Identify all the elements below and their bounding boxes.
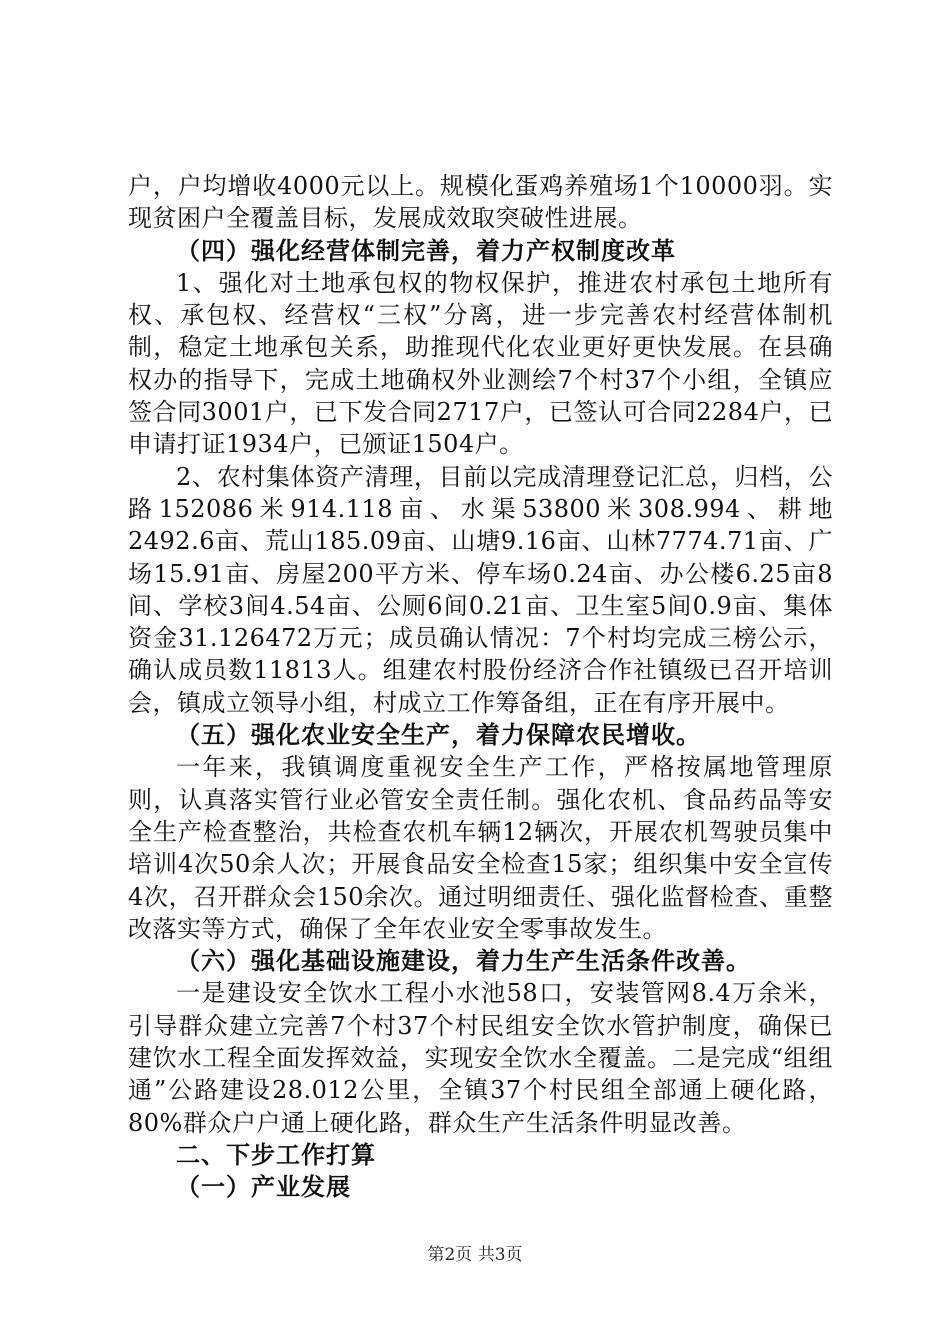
subsection-heading-industry: （一）产业发展: [176, 1173, 351, 1202]
section-heading-next-steps: 二、下步工作打算: [176, 1140, 376, 1169]
section-heading-five: （五）强化农业安全生产，着力保障农民增收。: [176, 721, 701, 750]
paragraph-income-summary: 户，户均增收4000元以上。规模化蛋鸡养殖场1个10000羽。实现贫困户全覆盖目标，发展成效取突破性进展。: [128, 172, 833, 233]
section-heading-four: （四）强化经营体制完善，着力产权制度改革: [176, 236, 676, 265]
paragraph-collective-assets: 2、农村集体资产清理，目前以完成清理登记汇总，归档，公路152086米914.118亩、水渠53800米308.994、耕地2492.6亩、荒山185.09亩、山塘9.16亩、山林7774.71亩、广场15.91亩、房屋200平方米、停车场0.24亩、办公楼6.25亩8间、学校3间4.54亩、公厕6间0.21亩、卫生室5间0.9亩、集体资金31.126472万元；成员确认情况：7个村均完成三榜公示，确认成员数11813人。组建农村股份经济合作社镇级已召开培训会，镇成立领导小组，村成立工作筹备组，正在有序开展中。: [128, 462, 833, 717]
paragraph-land-rights: 1、强化对土地承包权的物权保护，推进农村承包土地所有权、承包权、经营权“三权”分离，进一步完善农村经营体制机制，稳定土地承包关系，助推现代化农业更好更快发展。在县确权办的指导下，完成土地确权外业测绘7个村37个小组，全镇应签合同3001户，已下发合同2717户，已签认可合同2284户，已申请打证1934户，已颁证1504户。: [128, 268, 833, 459]
section-heading-six: （六）强化基础设施建设，着力生产生活条件改善。: [176, 947, 751, 976]
document-body: [128, 170, 833, 1204]
page-footer: [0, 1240, 950, 1265]
paragraph-safety-production: 一年来，我镇调度重视安全生产工作，严格按属地管理原则，认真落实管行业必管安全责任制。强化农机、食品药品等安全生产检查整治，共检查农机车辆12辆次，开展农机驾驶员集中培训4次50余人次；开展食品安全检查15家；组织集中安全宣传4次，召开群众会150余次。通过明细责任、强化监督检查、重整改落实等方式，确保了全年农业安全零事故发生。: [128, 753, 833, 943]
paragraph-infrastructure: 一是建设安全饮水工程小水池58口，安装管网8.4万余米，引导群众建立完善7个村37个村民组安全饮水管护制度，确保已建饮水工程全面发挥效益，实现安全饮水全覆盖。二是完成“组组通”公路建设28.012公里，全镇37个村民组全部通上硬化路，80%群众户户通上硬化路，群众生产生活条件明显改善。: [128, 979, 833, 1137]
page-number: 第2页 共3页: [427, 1245, 523, 1265]
